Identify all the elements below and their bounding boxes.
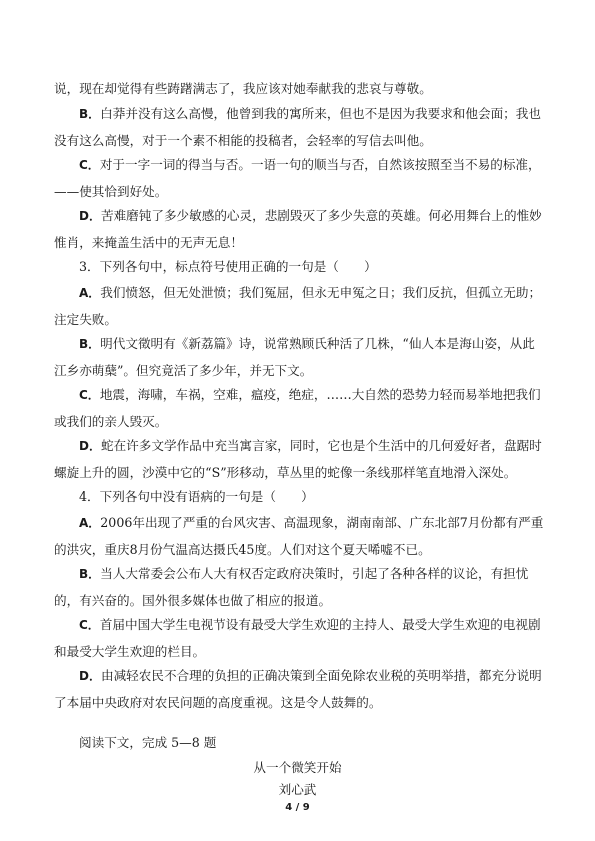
- option-label: C．: [79, 158, 100, 172]
- option-text: 首届中国大学生电视节设有最受大学生欢迎的主持人、最受大学生欢迎的电视剧和最受大学生欢迎的栏目。: [54, 617, 541, 659]
- option-text: 明代文徵明有《新荔篇》诗，说常熟顾氏种活了几株，“仙人本是海山姿，从此江乡亦萌蘖”。但究竟活了多少年，并无下文。: [54, 336, 535, 378]
- option-label: B．: [79, 107, 101, 121]
- option-label: D．: [79, 439, 101, 453]
- option-label: D．: [79, 669, 101, 683]
- q4-option-d: [54, 663, 544, 715]
- option-label: B．: [79, 567, 101, 581]
- option-text: 对于一字一词的得当与否。一语一句的顺当与否，自然该按照至当不易的标准，——使其恰到好处。: [54, 157, 541, 199]
- option-text: 当人大常委会公布人大有权否定政府决策时，引起了各种各样的议论，有担忧的，有兴奋的。国外很多媒体也做了相应的报道。: [54, 566, 529, 608]
- question-3: 3．下列各句中，标点符号使用正确的一句是（ ）: [79, 259, 377, 274]
- option-text: 地震，海啸，车祸，空难，瘟疫，绝症，……大自然的恐势力轻而易举地把我们或我们的亲人毁灭。: [54, 387, 541, 429]
- q4-option-a: [54, 510, 544, 562]
- option-label: A．: [79, 516, 101, 530]
- article-title: 从一个微笑开始: [253, 760, 342, 775]
- q3-option-c: [54, 382, 544, 434]
- article-author: 刘心武: [278, 782, 317, 797]
- option-label: C．: [79, 388, 100, 402]
- option-label: C．: [79, 618, 100, 632]
- option-b-1: [54, 101, 544, 153]
- option-text: 2006年出现了严重的台风灾害、高温现象，湖南南部、广东北部7月份都有严重的洪灾，重庆8月份气温高达摄氏45度。人们对这个夏天唏嘘不已。: [54, 515, 544, 557]
- option-c-1: [54, 152, 544, 204]
- option-label: D．: [79, 209, 101, 223]
- option-text: 我们愤怒，但无处泄愤；我们冤屈，但永无申冤之日；我们反抗，但孤立无助；注定失败。: [54, 285, 542, 327]
- q4-option-b: [54, 561, 544, 613]
- option-text: 白莽并没有这么高慢，他曾到我的寓所来，但也不是因为我要求和他会面；我也没有这么高慢，对于一个素不相能的投稿者，会轻率的写信去叫他。: [54, 106, 541, 148]
- option-text: 蛇在许多文学作品中充当寓言家，同时，它也是个生活中的几何爱好者，盘踞时螺旋上升的圆，沙漠中它的“S”形移动，草丛里的蛇像一条线那样笔直地滑入深处。: [54, 438, 542, 480]
- page-number: 4 / 9: [285, 802, 310, 813]
- q3-option-a: [54, 280, 544, 332]
- option-text: 苦难磨钝了多少敏感的心灵，悲剧毁灭了多少失意的英雄。何必用舞台上的惟妙惟肖，来掩盖生活中的无声无息！: [54, 208, 542, 250]
- option-d-1: [54, 203, 544, 255]
- reading-instruction: 阅读下文，完成 5—8 题: [79, 735, 217, 750]
- option-label: B．: [79, 337, 101, 351]
- paragraph-continuation: 说，现在却觉得有些踌躇满志了，我应该对她奉献我的悲哀与尊敬。: [54, 81, 432, 96]
- option-text: 由减轻农民不合理的负担的正确决策到全面免除农业税的英明举措，都充分说明了本届中央政府对农民问题的高度重视。这是令人鼓舞的。: [54, 668, 542, 710]
- question-4: 4．下列各句中没有语病的一句是（ ）: [79, 489, 314, 504]
- q4-option-c: [54, 612, 544, 664]
- option-label: A．: [79, 286, 101, 300]
- q3-option-b: [54, 331, 544, 383]
- q3-option-d: [54, 433, 544, 485]
